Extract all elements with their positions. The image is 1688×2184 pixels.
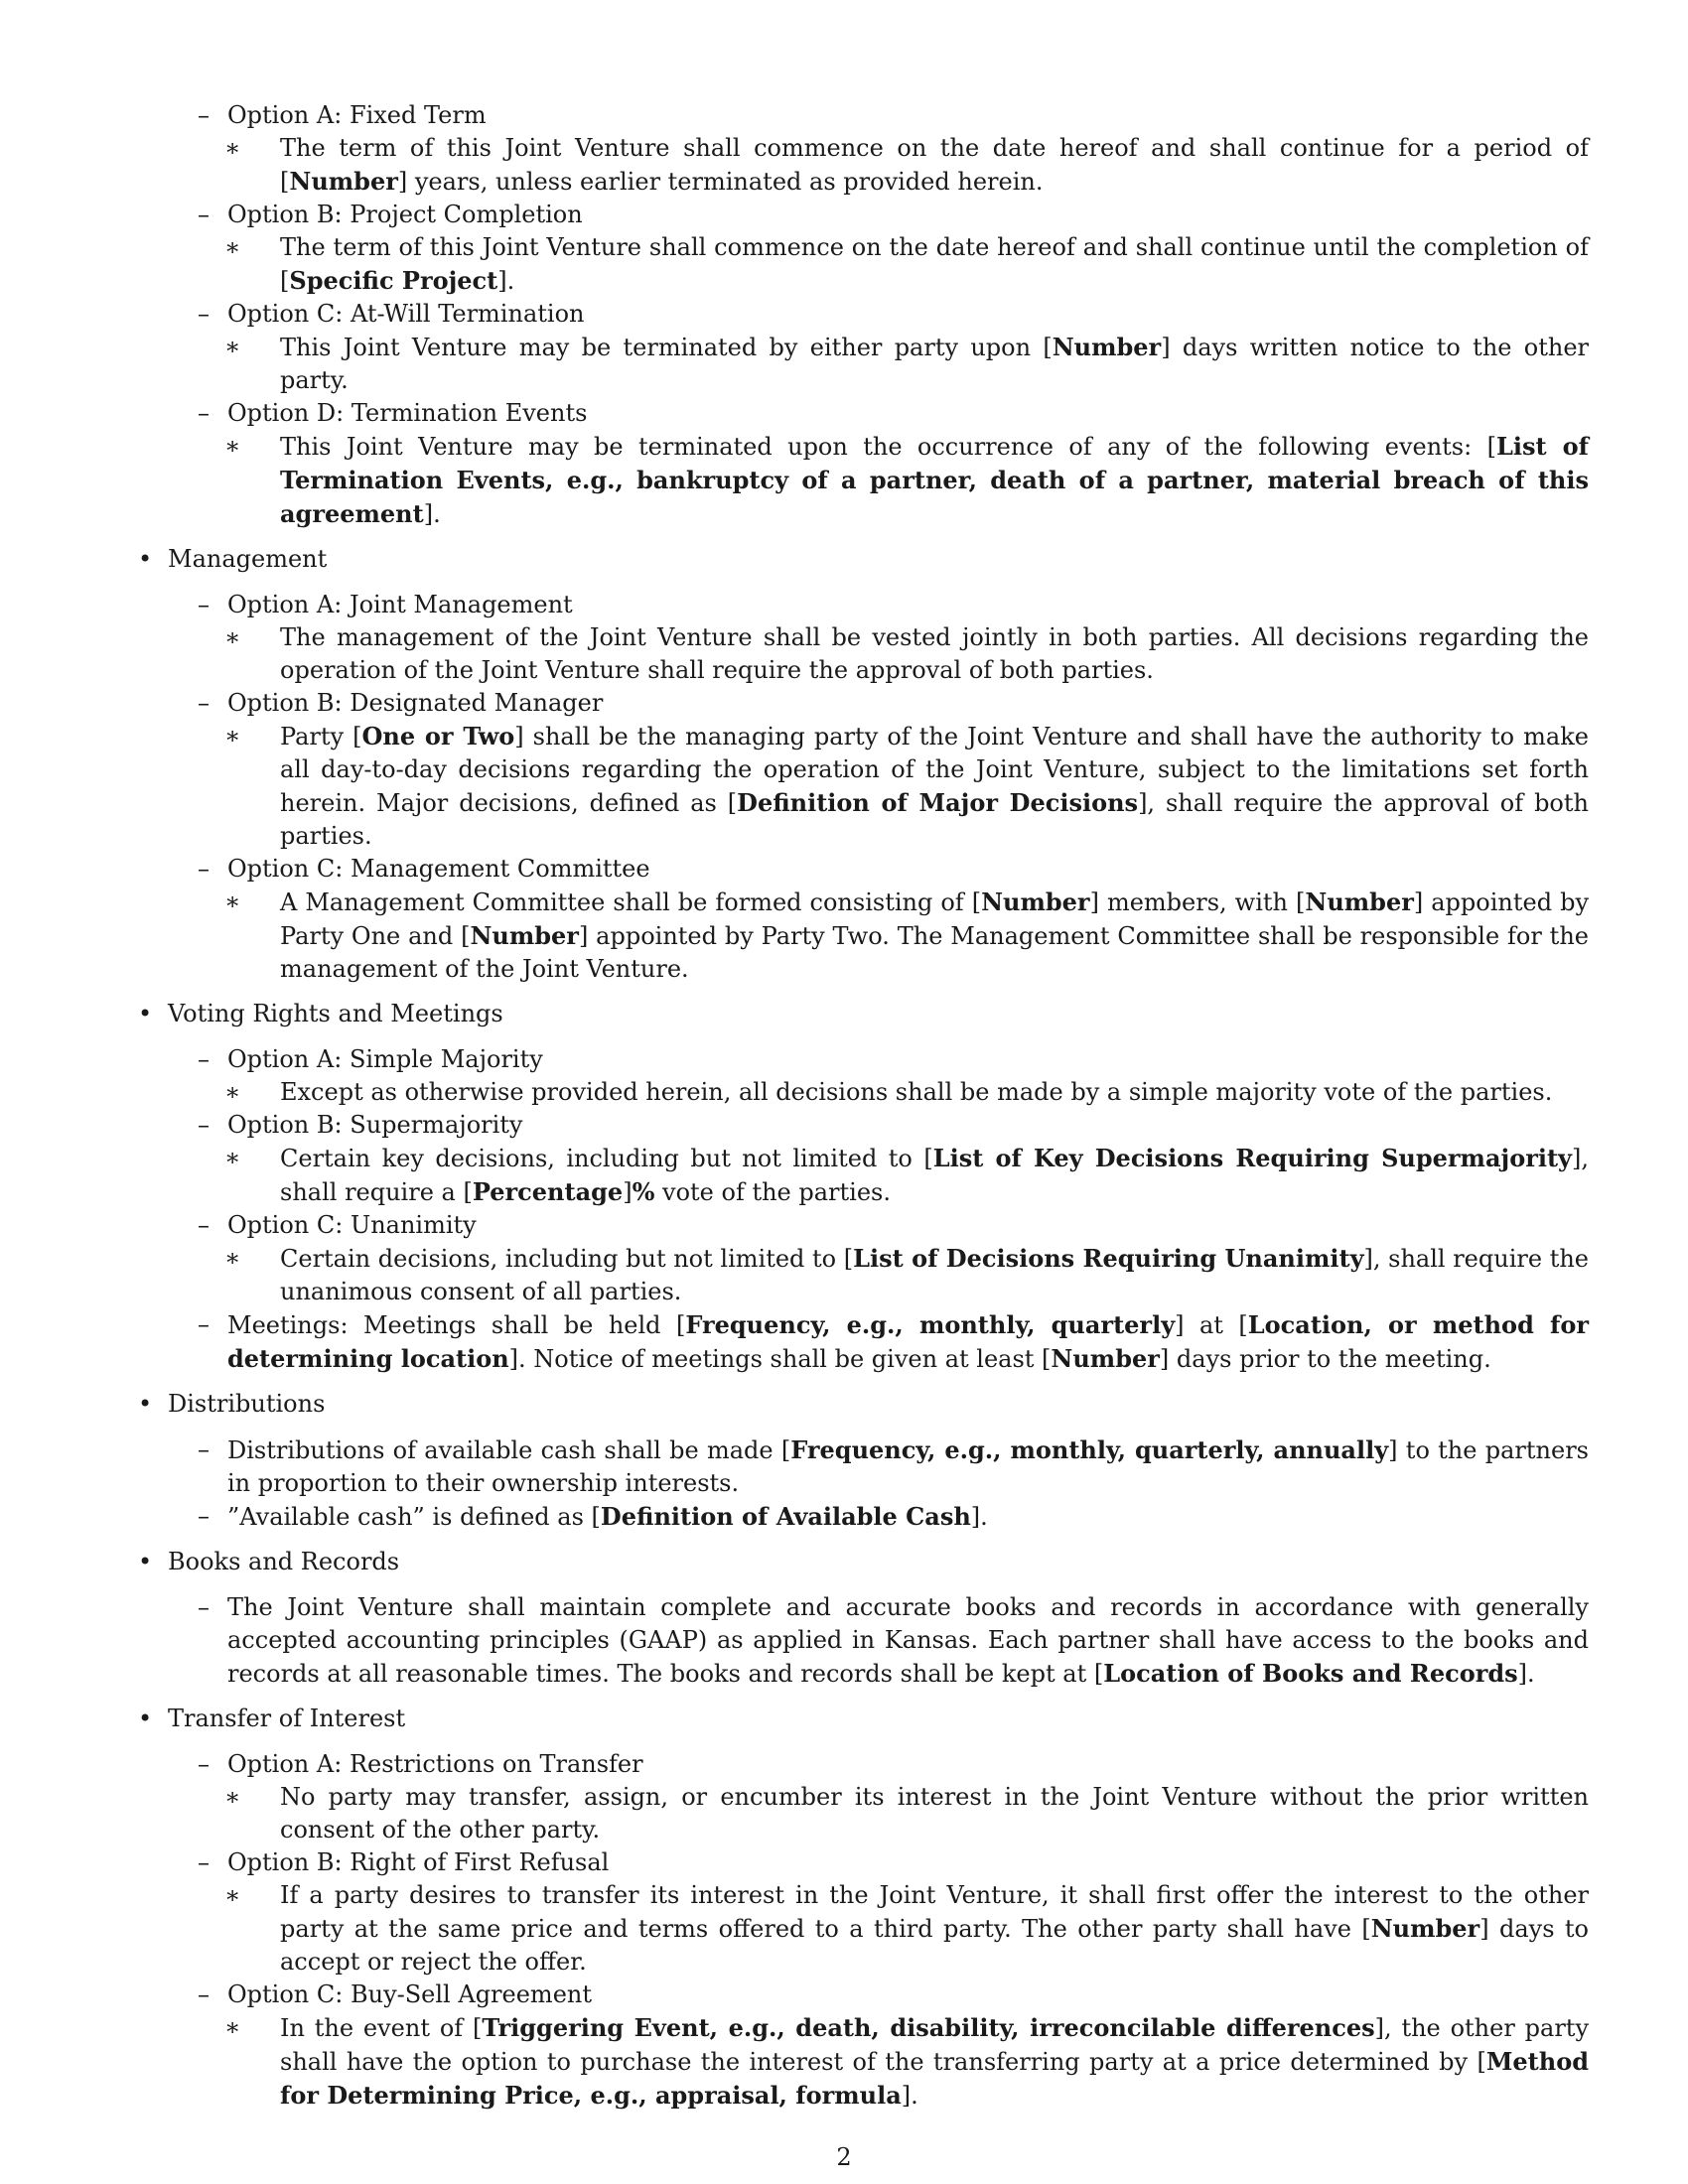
option-text: ∗ This Joint Venture may be terminated upon the occurrence of any of the following events: [List of Termination Events, e.g., bankruptcy of a partner, death of a partner, material breach of this agreement]. <box>252 430 1589 531</box>
placeholder-text: Specific Project <box>289 266 498 295</box>
placeholder-text: Frequency, e.g., monthly, quarterly <box>685 1310 1176 1339</box>
placeholder-text: Triggering Event, e.g., death, disability, irreconcilable differences <box>482 2013 1375 2042</box>
section <box>134 1546 1589 1691</box>
sections <box>134 543 1589 2113</box>
option-heading: – Option A: Joint Management <box>227 589 1589 621</box>
option-heading: – Option B: Project Completion <box>227 199 1589 231</box>
placeholder-text: Definition of Major Decisions <box>737 788 1139 817</box>
option-heading: – Option B: Supermajority <box>227 1109 1589 1142</box>
placeholder-text: List of Key Decisions Requiring Supermajority <box>932 1144 1572 1172</box>
list-item <box>168 1433 1589 1500</box>
list-item <box>168 397 1589 531</box>
placeholder-text: Number <box>470 921 579 950</box>
option-heading: – Option A: Restrictions on Transfer <box>227 1748 1589 1781</box>
placeholder-text: Number <box>981 887 1090 916</box>
option-text: ∗ Party [One or Two] shall be the managing party of the Joint Venture and shall have the authority to make all day-to-day decisions regarding the operation of the Joint Venture, subject to the limitations set forth herein. Major decisions, defined as [Definition of Major Decisions], shall require the approval of both parties. <box>252 720 1589 853</box>
list-item <box>168 1591 1589 1691</box>
section-title: • Management <box>168 543 1589 576</box>
list-item <box>168 1979 1589 2113</box>
option-text: ∗ This Joint Venture may be terminated by either party upon [Number] days written notice to the other party. <box>252 331 1589 397</box>
option-text: ∗ No party may transfer, assign, or encumber its interest in the Joint Venture without the prior written consent of the other party. <box>252 1781 1589 1846</box>
list-item <box>168 1748 1589 1846</box>
option-heading: – Option B: Right of First Refusal <box>227 1846 1589 1879</box>
section-title: • Voting Rights and Meetings <box>168 998 1589 1030</box>
option-text: ∗ In the event of [Triggering Event, e.g., death, disability, irreconcilable differences], the other party shall have the option to purchase the interest of the transferring party at a price determined by [Method for Determining Price, e.g., appraisal, formula]. <box>252 2011 1589 2113</box>
placeholder-text: Definition of Available Cash <box>600 1502 971 1531</box>
placeholder-text: Number <box>1052 333 1162 361</box>
placeholder-text: Number <box>289 167 398 196</box>
list-item <box>168 853 1589 986</box>
option-heading: – Option C: Unanimity <box>227 1209 1589 1242</box>
list-item <box>168 1109 1589 1209</box>
list-item <box>168 687 1589 853</box>
list-item <box>168 1500 1589 1534</box>
list-item <box>168 1209 1589 1308</box>
section <box>134 1703 1589 2113</box>
section <box>134 998 1589 1376</box>
option-text: ∗ If a party desires to transfer its interest in the Joint Venture, it shall first offer the interest to the other party at the same price and terms offered to a third party. The other party shall have [Number] days to accept or reject the offer. <box>252 1879 1589 1979</box>
option-heading: – Option D: Termination Events <box>227 397 1589 430</box>
section-title: • Transfer of Interest <box>168 1703 1589 1735</box>
placeholder-text: Percentage <box>472 1177 624 1206</box>
placeholder-text: Method for Determining Price, e.g., appraisal, formula <box>280 2047 1589 2110</box>
term-options <box>134 99 1589 531</box>
option-heading: – Option C: Management Committee <box>227 853 1589 886</box>
option-heading: – Option C: Buy-Sell Agreement <box>227 1979 1589 2011</box>
placeholder-text: Location of Books and Records <box>1103 1659 1518 1688</box>
section <box>134 543 1589 986</box>
section-title: • Books and Records <box>168 1546 1589 1578</box>
placeholder-text: Number <box>1305 887 1414 916</box>
list-item <box>168 1043 1589 1109</box>
option-text: ∗ The management of the Joint Venture shall be vested jointly in both parties. All decisions regarding the operation of the Joint Venture shall require the approval of both parties. <box>252 621 1589 687</box>
placeholder-text: Location, or method for determining location <box>227 1310 1590 1373</box>
placeholder-text: Frequency, e.g., monthly, quarterly, annually <box>790 1435 1389 1464</box>
option-text: ∗ Certain key decisions, including but not limited to [List of Key Decisions Requiring Supermajority], shall require a [Percentage]% vote of the parties. <box>252 1142 1589 1209</box>
placeholder-text: List of Decisions Requiring Unanimity <box>853 1244 1364 1273</box>
option-text: ∗ Except as otherwise provided herein, all decisions shall be made by a simple majority vote of the parties. <box>252 1076 1589 1109</box>
page-number: 2 <box>836 2143 852 2171</box>
option-text: ∗ Certain decisions, including but not limited to [List of Decisions Requiring Unanimity], shall require the unanimous consent of all parties. <box>252 1242 1589 1308</box>
list-item <box>168 298 1589 397</box>
placeholder-text: Number <box>1051 1344 1160 1373</box>
placeholder-text: % <box>632 1177 655 1206</box>
option-text: ∗ The term of this Joint Venture shall commence on the date hereof and shall continue until the completion of [Specific Project]. <box>252 231 1589 298</box>
option-heading: – Option A: Fixed Term <box>227 99 1589 132</box>
placeholder-text: One or Two <box>361 722 515 751</box>
option-heading: – Option C: At-Will Termination <box>227 298 1589 331</box>
item-text: – ”Available cash” is defined as [Definition of Available Cash]. <box>227 1500 1589 1534</box>
item-text: – Meetings: Meetings shall be held [Frequency, e.g., monthly, quarterly] at [Location, or method for determining location]. Notice of meetings shall be given at least [Number] days prior to the meeting. <box>227 1308 1589 1376</box>
item-text: – Distributions of available cash shall be made [Frequency, e.g., monthly, quarterly, annually] to the partners in proportion to their ownership interests. <box>227 1433 1589 1500</box>
placeholder-text: Number <box>1370 1914 1480 1943</box>
placeholder-text: List of Termination Events, e.g., bankruptcy of a partner, death of a partner, material breach of this agreement <box>280 432 1590 528</box>
option-text: ∗ A Management Committee shall be formed consisting of [Number] members, with [Number] appointed by Party One and [Number] appointed by Party Two. The Management Committee shall be responsible for the management of the Joint Venture. <box>252 886 1589 986</box>
item-text: – The Joint Venture shall maintain complete and accurate books and records in accordance with generally accepted accounting principles (GAAP) as applied in Kansas. Each partner shall have access to the books and records at all reasonable times. The books and records shall be kept at [Location of Books and Records]. <box>227 1591 1589 1691</box>
option-text: ∗ The term of this Joint Venture shall commence on the date hereof and shall continue for a period of [Number] years, unless earlier terminated as provided herein. <box>252 132 1589 199</box>
section <box>134 1388 1589 1534</box>
list-item <box>168 589 1589 687</box>
option-heading: – Option B: Designated Manager <box>227 687 1589 720</box>
document-page <box>134 99 1589 2113</box>
section-title: • Distributions <box>168 1388 1589 1421</box>
option-heading: – Option A: Simple Majority <box>227 1043 1589 1076</box>
list-item <box>168 1308 1589 1376</box>
list-item <box>168 199 1589 298</box>
list-item <box>168 99 1589 199</box>
list-item <box>168 1846 1589 1979</box>
